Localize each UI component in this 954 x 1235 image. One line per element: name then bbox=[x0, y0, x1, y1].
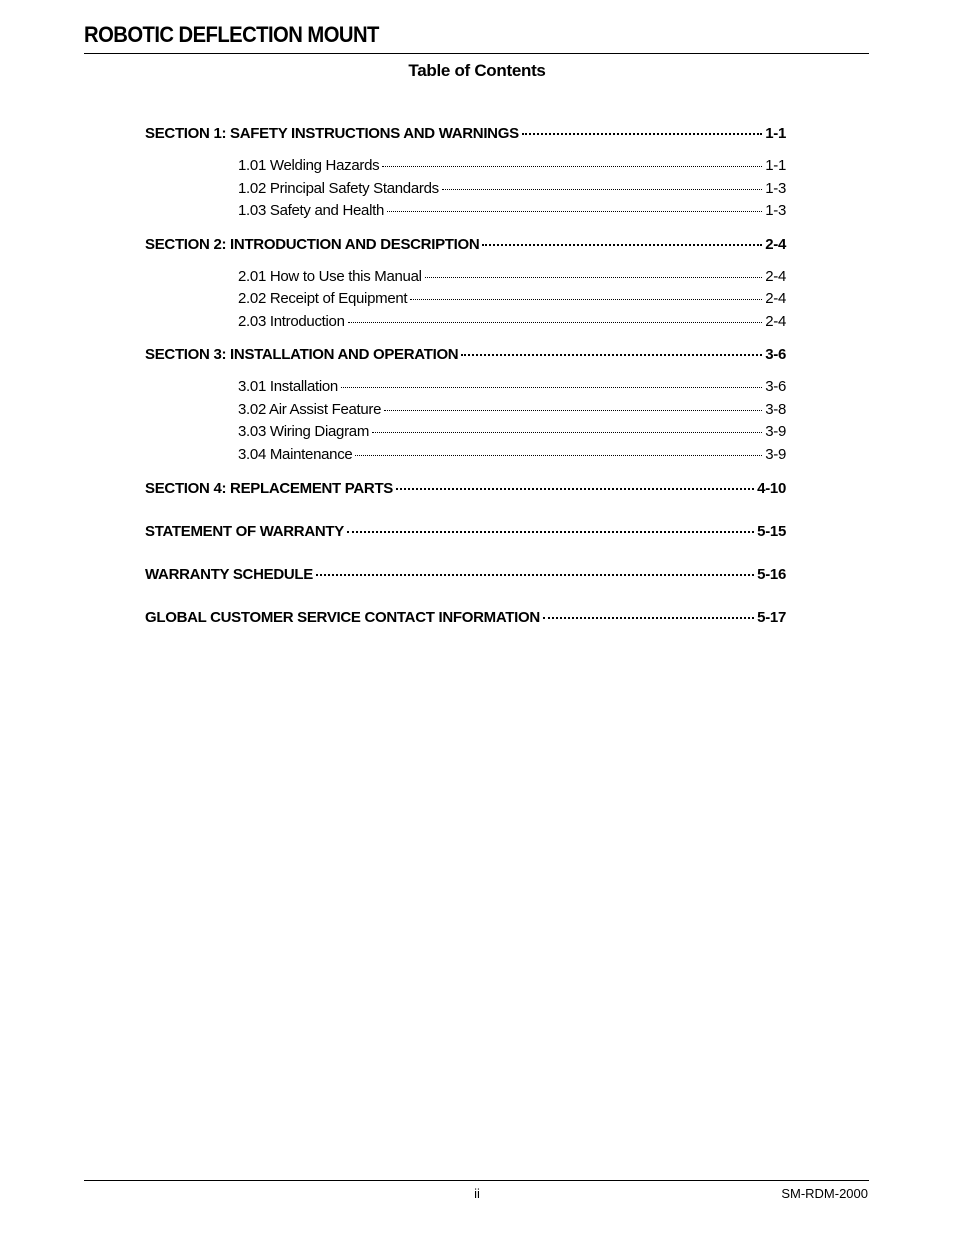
toc-entry-label: STATEMENT OF WARRANTY bbox=[145, 523, 344, 540]
toc-entry-1-01[interactable] bbox=[238, 154, 786, 174]
toc-entry-section-1[interactable] bbox=[145, 121, 786, 142]
toc-entry-page: 3-9 bbox=[765, 423, 786, 440]
dot-leader bbox=[384, 395, 762, 411]
toc-entry-page: 3-8 bbox=[765, 401, 786, 418]
toc-entry-label: 2.02 Receipt of Equipment bbox=[238, 290, 408, 307]
dot-leader bbox=[372, 417, 762, 433]
dot-leader bbox=[522, 118, 762, 135]
toc-entry-page: 2-4 bbox=[765, 290, 786, 307]
toc-entry-3-04[interactable] bbox=[238, 443, 786, 463]
toc-entry-customer-service[interactable] bbox=[145, 605, 786, 626]
toc-entry-page: 3-9 bbox=[765, 446, 786, 463]
toc-entry-page: 5-16 bbox=[757, 566, 786, 583]
toc-entry-page: 1-1 bbox=[765, 125, 786, 142]
toc-entry-section-4[interactable] bbox=[145, 476, 786, 497]
toc-heading: Table of Contents bbox=[408, 61, 546, 80]
toc-entry-page: 2-4 bbox=[765, 313, 786, 330]
toc-entry-label: 2.01 How to Use this Manual bbox=[238, 268, 422, 285]
toc-entry-page: 2-4 bbox=[765, 236, 786, 253]
toc-entry-label: SECTION 2: INTRODUCTION AND DESCRIPTION bbox=[145, 236, 480, 253]
dot-leader bbox=[410, 284, 762, 300]
toc-entry-label: 1.01 Welding Hazards bbox=[238, 157, 380, 174]
toc-entry-2-02[interactable] bbox=[238, 287, 786, 307]
toc-entry-label: 3.03 Wiring Diagram bbox=[238, 423, 370, 440]
footer-page-number: ii bbox=[474, 1186, 480, 1201]
dot-leader bbox=[543, 602, 754, 619]
toc-entry-section-2[interactable] bbox=[145, 232, 786, 253]
dot-leader bbox=[387, 196, 762, 212]
toc-entry-2-01[interactable] bbox=[238, 265, 786, 285]
toc-entry-label: 3.01 Installation bbox=[238, 378, 338, 395]
toc-entry-label: SECTION 4: REPLACEMENT PARTS bbox=[145, 480, 394, 497]
toc-entry-page: 5-17 bbox=[757, 609, 786, 626]
toc-entry-page: 2-4 bbox=[765, 268, 786, 285]
header-rule bbox=[84, 53, 869, 54]
dot-leader bbox=[382, 151, 762, 167]
toc-entry-label: 1.02 Principal Safety Standards bbox=[238, 180, 439, 197]
dot-leader bbox=[348, 307, 763, 323]
dot-leader bbox=[347, 516, 754, 533]
toc-entry-3-03[interactable] bbox=[238, 420, 786, 440]
toc-entry-page: 1-1 bbox=[765, 157, 786, 174]
toc-entry-1-02[interactable] bbox=[238, 177, 786, 197]
toc-entry-label: SECTION 3: INSTALLATION AND OPERATION bbox=[145, 346, 459, 363]
dot-leader bbox=[316, 559, 754, 576]
dot-leader bbox=[461, 339, 762, 356]
footer-rule bbox=[84, 1180, 869, 1181]
toc-entry-3-02[interactable] bbox=[238, 398, 786, 418]
toc-entry-1-03[interactable] bbox=[238, 199, 786, 219]
toc-entry-page: 3-6 bbox=[765, 346, 786, 363]
dot-leader bbox=[482, 229, 762, 246]
toc-entry-3-01[interactable] bbox=[238, 375, 786, 395]
toc-entry-warranty-statement[interactable] bbox=[145, 519, 786, 540]
toc-entry-label: GLOBAL CUSTOMER SERVICE CONTACT INFORMATION bbox=[145, 609, 540, 626]
toc-entry-page: 1-3 bbox=[765, 180, 786, 197]
dot-leader bbox=[396, 473, 754, 490]
toc-entry-page: 4-10 bbox=[757, 480, 786, 497]
toc-entry-label: 2.03 Introduction bbox=[238, 313, 345, 330]
toc-entry-label: 3.04 Maintenance bbox=[238, 446, 353, 463]
toc-entry-label: SECTION 1: SAFETY INSTRUCTIONS AND WARNINGS bbox=[145, 125, 519, 142]
footer-document-code: SM-RDM-2000 bbox=[781, 1186, 868, 1201]
toc-entry-2-03[interactable] bbox=[238, 310, 786, 330]
toc-entry-page: 1-3 bbox=[765, 202, 786, 219]
dot-leader bbox=[341, 372, 762, 388]
toc-entry-page: 5-15 bbox=[757, 523, 786, 540]
toc-entry-label: WARRANTY SCHEDULE bbox=[145, 566, 313, 583]
toc-entry-page: 3-6 bbox=[765, 378, 786, 395]
toc-entry-section-3[interactable] bbox=[145, 342, 786, 363]
dot-leader bbox=[425, 262, 763, 278]
dot-leader bbox=[442, 174, 762, 190]
toc-entry-warranty-schedule[interactable] bbox=[145, 562, 786, 583]
toc-entry-label: 1.03 Safety and Health bbox=[238, 202, 385, 219]
dot-leader bbox=[355, 440, 762, 456]
toc-entry-label: 3.02 Air Assist Feature bbox=[238, 401, 382, 418]
document-title: ROBOTIC DEFLECTION MOUNT bbox=[84, 22, 379, 47]
